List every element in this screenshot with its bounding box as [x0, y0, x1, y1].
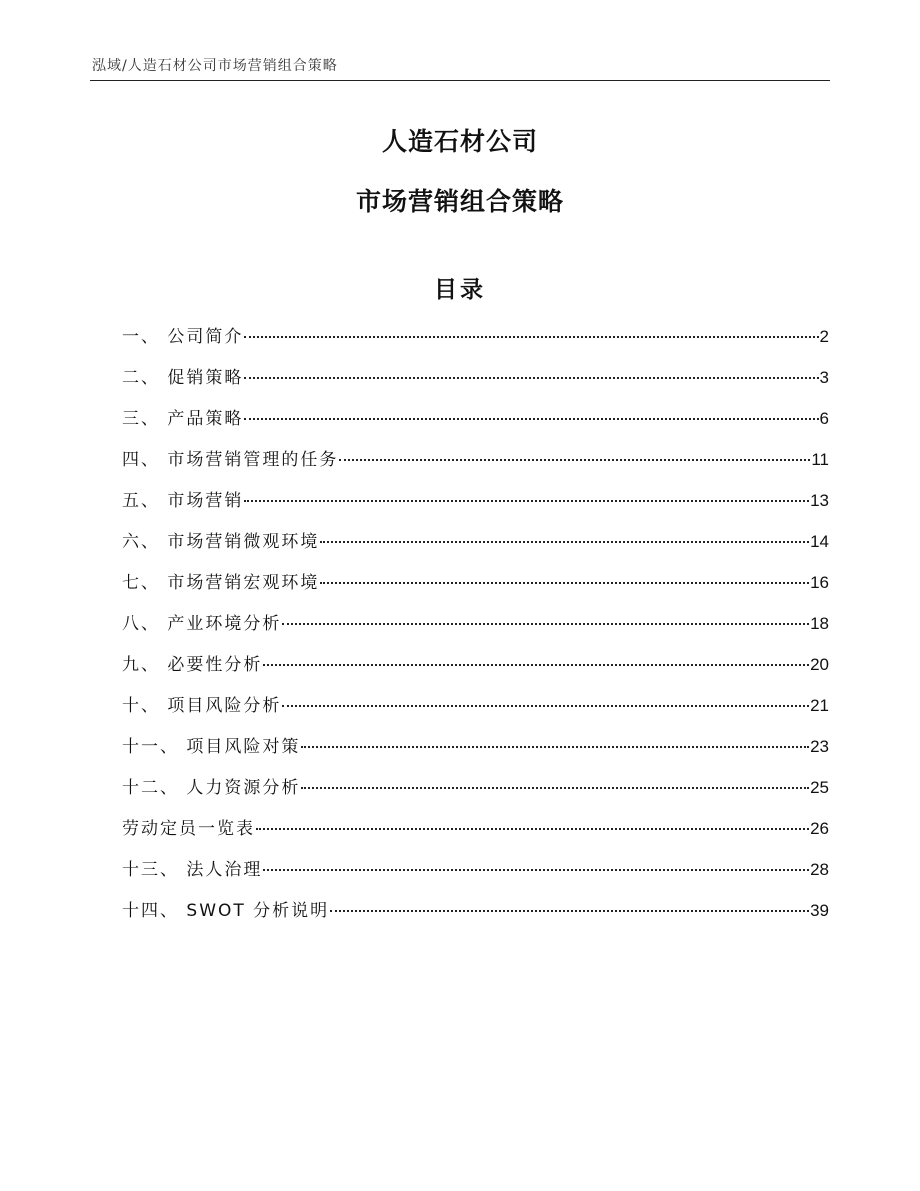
toc-dot-leader [244, 500, 809, 502]
toc-entry-page: 21 [810, 696, 829, 715]
toc-heading: 目录 [434, 277, 486, 303]
toc-dot-leader [263, 664, 809, 666]
toc-entry-page: 14 [810, 532, 829, 551]
toc-entry[interactable] [122, 773, 829, 814]
toc-entry-label: 十、 项目风险分析 [122, 696, 282, 716]
toc-dot-leader [320, 541, 809, 543]
toc-entry-label: 四、 市场营销管理的任务 [122, 450, 339, 470]
toc-entry-page: 13 [810, 491, 829, 510]
toc-entry-label: 六、 市场营销微观环境 [122, 532, 320, 552]
toc-entry-label: 五、 市场营销 [122, 491, 244, 511]
toc-entry[interactable] [122, 896, 829, 937]
toc-entry-page: 23 [810, 737, 829, 756]
toc-entry[interactable] [122, 363, 829, 404]
toc-entry[interactable] [122, 650, 829, 691]
toc-entry-label: 劳动定员一览表 [122, 819, 255, 839]
toc-entry[interactable] [122, 486, 829, 527]
toc-entry-label: 三、 产品策略 [122, 409, 244, 429]
toc-entry[interactable] [122, 855, 829, 896]
table-of-contents [122, 322, 829, 937]
toc-entry-label: 八、 产业环境分析 [122, 614, 282, 634]
toc-entry-page: 18 [810, 614, 829, 633]
toc-entry-page: 20 [810, 655, 829, 674]
toc-entry-label: 十四、 SWOT 分析说明 [122, 901, 330, 921]
toc-dot-leader [244, 418, 818, 420]
toc-entry-page: 16 [810, 573, 829, 592]
header-rule [90, 80, 830, 81]
toc-dot-leader [282, 623, 809, 625]
toc-dot-leader [244, 377, 818, 379]
toc-entry-page: 28 [810, 860, 829, 879]
toc-entry-page: 39 [810, 901, 829, 920]
toc-entry-page: 2 [819, 327, 829, 346]
toc-dot-leader [339, 459, 810, 461]
toc-dot-leader [301, 787, 809, 789]
toc-entry[interactable] [122, 609, 829, 650]
toc-entry[interactable] [122, 814, 829, 855]
toc-dot-leader [320, 582, 809, 584]
toc-dot-leader [244, 336, 818, 338]
toc-entry-label: 十二、 人力资源分析 [122, 778, 301, 798]
toc-entry[interactable] [122, 322, 829, 363]
toc-entry-label: 一、 公司简介 [122, 327, 244, 347]
toc-entry[interactable] [122, 691, 829, 732]
toc-entry[interactable] [122, 732, 829, 773]
toc-entry[interactable] [122, 404, 829, 445]
toc-entry-page: 25 [810, 778, 829, 797]
toc-entry-page: 6 [819, 409, 829, 428]
toc-dot-leader [263, 869, 809, 871]
toc-entry-page: 11 [811, 450, 829, 469]
document-subtitle: 市场营销组合策略 [355, 187, 564, 216]
toc-dot-leader [330, 910, 809, 912]
toc-entry-label: 十三、 法人治理 [122, 860, 263, 880]
toc-entry-label: 二、 促销策略 [122, 368, 244, 388]
running-header: 泓域/人造石材公司市场营销组合策略 [92, 58, 338, 74]
toc-entry-label: 九、 必要性分析 [122, 655, 263, 675]
toc-dot-leader [282, 705, 809, 707]
toc-dot-leader [256, 828, 809, 830]
toc-entry-page: 26 [810, 819, 829, 838]
toc-entry[interactable] [122, 527, 829, 568]
toc-entry[interactable] [122, 445, 829, 486]
document-title: 人造石材公司 [381, 127, 538, 156]
toc-entry-label: 七、 市场营销宏观环境 [122, 573, 320, 593]
toc-entry-label: 十一、 项目风险对策 [122, 737, 301, 757]
toc-entry-page: 3 [819, 368, 829, 387]
toc-dot-leader [301, 746, 809, 748]
toc-entry[interactable] [122, 568, 829, 609]
